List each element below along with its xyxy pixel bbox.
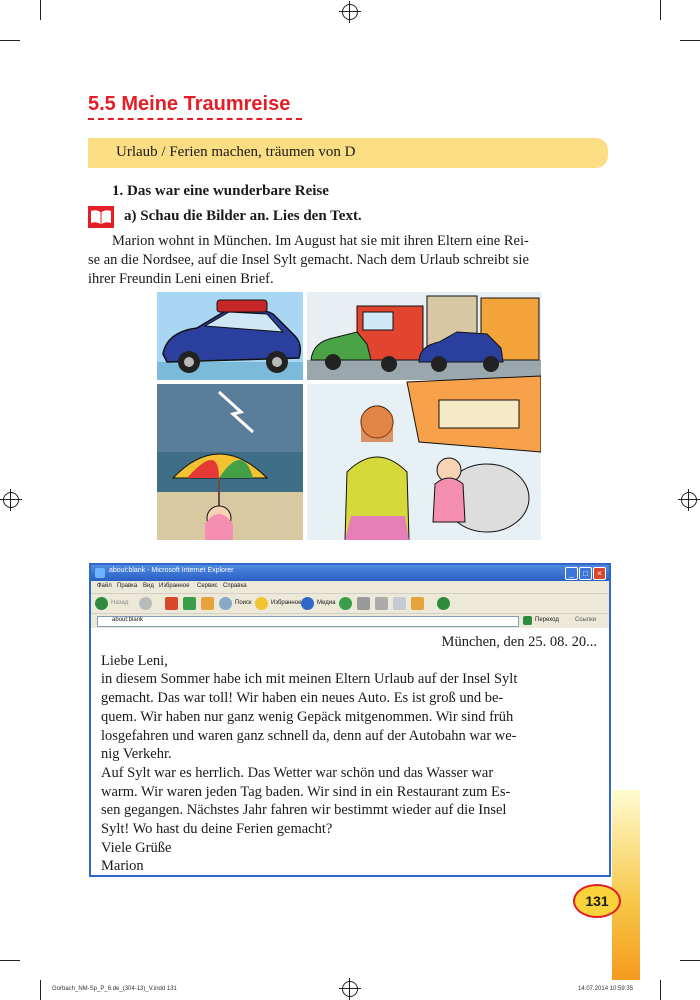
menu-bar: [91, 581, 609, 593]
letter-line: quem. Wir haben nur ganz wenig Gepäck mitgenommen. Wir sind früh: [101, 708, 514, 725]
links-label[interactable]: Ссылки: [575, 617, 597, 623]
menu-edit[interactable]: Правка: [117, 583, 138, 589]
media-icon[interactable]: [301, 597, 314, 610]
letter-line: sen gegangen. Nächstes Jahr fahren wir bestimmt wieder auf die Insel: [101, 802, 507, 819]
footer-file-info: Gorbach_NM-Sp_P_6.de_(304-13)_V.indd 131: [52, 986, 177, 992]
discuss-icon[interactable]: [411, 597, 424, 610]
title-underline: [88, 118, 302, 120]
letter-line: in diesem Sommer habe ich mit meinen Eltern Urlaub auf der Insel Sylt: [101, 671, 518, 688]
intro-line: Marion wohnt in München. Im August hat sie mit ihren Eltern eine Rei-: [112, 233, 529, 249]
address-input[interactable]: [97, 616, 519, 627]
search-label[interactable]: Поиск: [235, 600, 252, 606]
menu-file[interactable]: Файл: [97, 583, 112, 589]
intro-line: ihrer Freundin Leni einen Brief.: [88, 271, 274, 287]
topic-banner-text: Urlaub / Ferien machen, träumen von D: [116, 144, 356, 160]
menu-help[interactable]: Справка: [223, 583, 247, 589]
page-number: 131: [573, 884, 621, 918]
forward-icon[interactable]: [139, 597, 152, 610]
history-icon[interactable]: [339, 597, 352, 610]
letter-line: gemacht. Das war toll! Wir haben ein neues Auto. Es ist groß und be-: [101, 690, 504, 707]
browser-title: about:blank - Microsoft Internet Explorer: [109, 567, 234, 574]
crop-mark: [660, 980, 661, 1000]
intro-paragraph: [88, 232, 610, 289]
stop-icon[interactable]: [165, 597, 178, 610]
close-button[interactable]: ×: [593, 567, 606, 580]
registration-mark-icon: [3, 492, 19, 508]
go-arrow-icon[interactable]: [523, 616, 532, 625]
messenger-icon[interactable]: [437, 597, 450, 610]
crop-mark: [0, 40, 20, 41]
panel-car-sunny: [157, 292, 303, 380]
toolbar: [91, 593, 609, 614]
menu-view[interactable]: Вид: [143, 583, 154, 589]
edit-icon[interactable]: [393, 597, 406, 610]
panel-stormy-beach: [157, 384, 303, 540]
crop-mark: [0, 960, 20, 961]
media-label[interactable]: Медиа: [317, 600, 336, 606]
letter-line: Sylt! Wo hast du deine Ferien gemacht?: [101, 821, 333, 838]
letter-line: nig Verkehr.: [101, 746, 172, 763]
letter-line: Auf Sylt war es herrlich. Das Wetter war schön und das Wasser war: [101, 764, 494, 781]
favorites-label[interactable]: Избранное: [271, 600, 302, 606]
registration-mark-icon: [681, 492, 697, 508]
letter-closing: Viele Grüße: [101, 839, 172, 856]
browser-window: [89, 563, 611, 877]
minimize-button[interactable]: _: [565, 567, 578, 580]
menu-tools[interactable]: Сервис: [197, 583, 218, 589]
travel-illustration: [157, 292, 541, 540]
menu-favorites[interactable]: Избранное: [159, 583, 190, 589]
crop-mark: [40, 0, 41, 20]
go-button[interactable]: Переход: [535, 617, 559, 623]
letter: [101, 633, 597, 876]
home-icon[interactable]: [201, 597, 214, 610]
letter-date: München, den 25. 08. 20...: [441, 634, 597, 650]
favorites-star-icon[interactable]: [255, 597, 268, 610]
footer-timestamp: 14.07.2014 10:59:35: [578, 986, 634, 992]
registration-mark-icon: [342, 4, 358, 20]
registration-mark-icon: [342, 981, 358, 997]
letter-signature: Marion: [101, 858, 144, 875]
letter-greeting: Liebe Leni,: [101, 652, 168, 669]
section-title: 5.5 Meine Traumreise: [88, 93, 291, 115]
address-bar: [91, 613, 609, 628]
letter-line: warm. Wir waren jeden Tag baden. Wir sind in ein Restaurant zum Es-: [101, 783, 511, 800]
search-icon[interactable]: [219, 597, 232, 610]
crop-mark: [660, 0, 661, 20]
panel-traffic: [307, 292, 541, 380]
open-book-icon: [88, 206, 114, 228]
crop-mark: [680, 960, 700, 961]
exercise-subheading: a) Schau die Bilder an. Lies den Text.: [124, 208, 362, 224]
mail-icon[interactable]: [357, 597, 370, 610]
browser-title-bar: [91, 565, 609, 581]
panel-food-stand: [307, 376, 541, 540]
back-label[interactable]: Назад: [111, 600, 129, 606]
intro-line: se an die Nordsee, auf die Insel Sylt gemacht. Nach dem Urlaub schreibt sie: [88, 252, 529, 268]
refresh-icon[interactable]: [183, 597, 196, 610]
print-icon[interactable]: [375, 597, 388, 610]
address-value: about:blank: [112, 617, 144, 623]
ie-icon: [95, 568, 105, 578]
topic-banner: [88, 138, 608, 168]
crop-mark: [40, 980, 41, 1000]
letter-line: losgefahren und waren ganz schnell da, denn auf der Autobahn war we-: [101, 727, 517, 744]
back-icon[interactable]: [95, 597, 108, 610]
side-color-stripe: [612, 790, 640, 980]
exercise-heading: 1. Das war eine wunderbare Reise: [112, 183, 329, 199]
maximize-button[interactable]: □: [579, 567, 592, 580]
crop-mark: [680, 40, 700, 41]
